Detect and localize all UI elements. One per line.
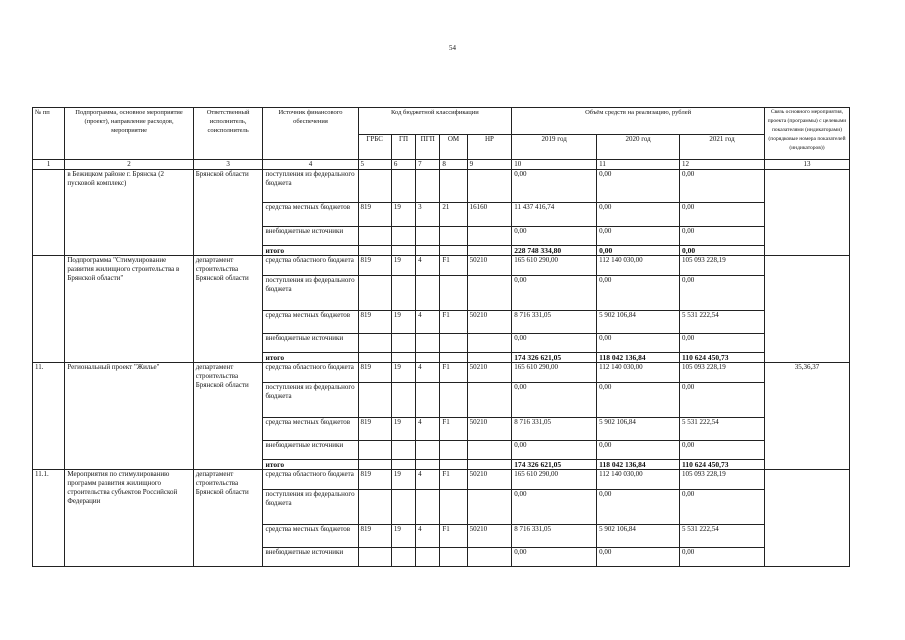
- amount-2021: 5 531 222,54: [680, 311, 765, 334]
- funding-source: средства областного бюджета: [263, 256, 358, 276]
- executor: департамент строительства Брянской области: [193, 363, 263, 470]
- col-number: 10: [512, 160, 597, 170]
- amount-2021: 105 093 228,19: [680, 363, 765, 383]
- table-row: [33, 470, 850, 490]
- empty-cell: [467, 353, 512, 363]
- column-number-row: [33, 160, 850, 170]
- code-pgp: 4: [416, 525, 440, 548]
- funding-source: внебюджетные источники: [263, 548, 358, 567]
- page-number: 54: [449, 44, 456, 52]
- col-number: 5: [358, 160, 391, 170]
- code-pgp: [416, 334, 440, 353]
- code-pgp: [416, 227, 440, 246]
- code-gp: [391, 334, 415, 353]
- code-np: [467, 170, 512, 203]
- empty-cell: [391, 353, 415, 363]
- col-number: 13: [764, 160, 849, 170]
- amount-2020: 5 902 106,84: [597, 418, 680, 441]
- col-number: 2: [65, 160, 193, 170]
- code-grbs: [358, 441, 391, 460]
- program-name: в Бежицком районе г. Брянска (2 пусковой комплекс): [65, 170, 193, 256]
- code-grbs: [358, 276, 391, 311]
- total-2020: 118 042 136,84: [597, 353, 680, 363]
- code-pgp: 4: [416, 311, 440, 334]
- code-grbs: 819: [358, 311, 391, 334]
- code-gp: [391, 170, 415, 203]
- amount-2019: 0,00: [512, 383, 597, 418]
- code-om: F1: [440, 418, 467, 441]
- amount-2019: 0,00: [512, 276, 597, 311]
- funding-source: внебюджетные источники: [263, 227, 358, 246]
- amount-2021: 0,00: [680, 383, 765, 418]
- code-np: 50210: [467, 470, 512, 490]
- code-om: [440, 383, 467, 418]
- code-np: [467, 490, 512, 525]
- code-gp: [391, 548, 415, 567]
- amount-2019: 8 716 331,05: [512, 418, 597, 441]
- amount-2020: 112 140 030,00: [597, 470, 680, 490]
- code-gp: [391, 227, 415, 246]
- code-grbs: [358, 548, 391, 567]
- amount-2020: 0,00: [597, 170, 680, 203]
- col-number: 6: [391, 160, 415, 170]
- amount-2019: 8 716 331,05: [512, 311, 597, 334]
- header-budget-code: Код бюджетной классификации: [358, 108, 512, 135]
- code-np: 16160: [467, 203, 512, 227]
- code-pgp: [416, 441, 440, 460]
- funding-source: средства местных бюджетов: [263, 311, 358, 334]
- empty-cell: [358, 460, 391, 470]
- header-2021: 2021 год: [680, 135, 765, 160]
- code-gp: 19: [391, 256, 415, 276]
- code-np: 50210: [467, 363, 512, 383]
- header-pgp: ПГП: [416, 135, 440, 160]
- code-pgp: [416, 548, 440, 567]
- header-gp: ГП: [391, 135, 415, 160]
- total-2019: 228 748 334,80: [512, 246, 597, 256]
- header-col-indicators: Связь основного мероприятия, проекта (программы) с целевыми показателями (индикаторами) (порядковые номера показателей (индикаторов)): [764, 108, 849, 160]
- total-label: итого: [263, 246, 358, 256]
- row-number: 11.: [33, 363, 65, 470]
- total-2019: 174 326 621,05: [512, 460, 597, 470]
- code-grbs: 819: [358, 256, 391, 276]
- code-np: 50210: [467, 525, 512, 548]
- executor: Брянской области: [193, 170, 263, 256]
- funding-source: поступления из федерального бюджета: [263, 383, 358, 418]
- amount-2021: 105 093 228,19: [680, 470, 765, 490]
- code-grbs: 819: [358, 203, 391, 227]
- amount-2019: 0,00: [512, 170, 597, 203]
- code-np: 50210: [467, 256, 512, 276]
- header-col-program: Подпрограмма, основное мероприятие (проект), направление расходов, мероприятие: [65, 108, 193, 160]
- total-2019: 174 326 621,05: [512, 353, 597, 363]
- header-col-num: № пп: [33, 108, 65, 160]
- row-number: [33, 256, 65, 363]
- code-np: [467, 383, 512, 418]
- code-grbs: 819: [358, 525, 391, 548]
- funding-source: средства местных бюджетов: [263, 203, 358, 227]
- total-2021: 110 624 450,73: [680, 460, 765, 470]
- empty-cell: [440, 246, 467, 256]
- amount-2019: 0,00: [512, 441, 597, 460]
- funding-source: внебюджетные источники: [263, 334, 358, 353]
- empty-cell: [358, 353, 391, 363]
- code-np: [467, 441, 512, 460]
- table-row: [33, 256, 850, 276]
- amount-2019: 0,00: [512, 334, 597, 353]
- code-om: [440, 548, 467, 567]
- amount-2020: 112 140 030,00: [597, 363, 680, 383]
- indicator-links: 35,36,37: [764, 363, 849, 470]
- amount-2021: 105 093 228,19: [680, 256, 765, 276]
- code-np: [467, 334, 512, 353]
- col-number: 8: [440, 160, 467, 170]
- amount-2020: 0,00: [597, 276, 680, 311]
- amount-2021: 0,00: [680, 170, 765, 203]
- code-grbs: [358, 490, 391, 525]
- code-np: [467, 548, 512, 567]
- code-om: [440, 334, 467, 353]
- empty-cell: [358, 246, 391, 256]
- executor: департамент строительства Брянской области: [193, 470, 263, 567]
- amount-2019: 11 437 416,74: [512, 203, 597, 227]
- code-gp: [391, 276, 415, 311]
- empty-cell: [440, 353, 467, 363]
- funding-source: средства местных бюджетов: [263, 525, 358, 548]
- empty-cell: [391, 246, 415, 256]
- total-2021: 110 624 450,73: [680, 353, 765, 363]
- col-number: 1: [33, 160, 65, 170]
- program-name: Подпрограмма "Стимулирование развития жилищного строительства в Брянской области": [65, 256, 193, 363]
- code-om: [440, 441, 467, 460]
- budget-table: [32, 107, 850, 567]
- code-grbs: [358, 170, 391, 203]
- header-row-1: [33, 108, 850, 135]
- total-2020: 0,00: [597, 246, 680, 256]
- code-grbs: 819: [358, 470, 391, 490]
- code-gp: 19: [391, 525, 415, 548]
- code-grbs: [358, 227, 391, 246]
- amount-2021: 0,00: [680, 276, 765, 311]
- amount-2021: 5 531 222,54: [680, 525, 765, 548]
- code-pgp: 4: [416, 418, 440, 441]
- col-number: 3: [193, 160, 263, 170]
- program-name: Мероприятия по стимулированию программ развития жилищного строительства субъектов Российской Федерации: [65, 470, 193, 567]
- amount-2020: 0,00: [597, 383, 680, 418]
- amount-2020: 0,00: [597, 334, 680, 353]
- code-pgp: [416, 276, 440, 311]
- code-np: 50210: [467, 418, 512, 441]
- empty-cell: [440, 460, 467, 470]
- empty-cell: [416, 353, 440, 363]
- header-col-source: Источник финансового обеспечения: [263, 108, 358, 160]
- code-np: 50210: [467, 311, 512, 334]
- code-pgp: 4: [416, 363, 440, 383]
- code-om: F1: [440, 470, 467, 490]
- amount-2020: 0,00: [597, 548, 680, 567]
- amount-2021: 0,00: [680, 203, 765, 227]
- amount-2021: 0,00: [680, 548, 765, 567]
- row-number: [33, 170, 65, 256]
- code-gp: 19: [391, 311, 415, 334]
- funding-source: средства областного бюджета: [263, 363, 358, 383]
- code-om: 21: [440, 203, 467, 227]
- code-om: F1: [440, 311, 467, 334]
- amount-2021: 5 531 222,54: [680, 418, 765, 441]
- empty-cell: [416, 246, 440, 256]
- amount-2021: 0,00: [680, 490, 765, 525]
- header-om: ОМ: [440, 135, 467, 160]
- code-om: F1: [440, 363, 467, 383]
- code-grbs: 819: [358, 363, 391, 383]
- code-gp: [391, 490, 415, 525]
- code-gp: 19: [391, 363, 415, 383]
- code-om: [440, 170, 467, 203]
- amount-2019: 8 716 331,05: [512, 525, 597, 548]
- code-gp: [391, 441, 415, 460]
- code-om: [440, 276, 467, 311]
- empty-cell: [416, 460, 440, 470]
- code-grbs: [358, 383, 391, 418]
- amount-2020: 5 902 106,84: [597, 525, 680, 548]
- funding-source: поступления из федерального бюджета: [263, 170, 358, 203]
- amount-2019: 165 610 290,00: [512, 363, 597, 383]
- amount-2020: 5 902 106,84: [597, 311, 680, 334]
- code-gp: [391, 383, 415, 418]
- amount-2019: 165 610 290,00: [512, 256, 597, 276]
- indicator-links: [764, 256, 849, 363]
- amount-2021: 0,00: [680, 227, 765, 246]
- funding-source: внебюджетные источники: [263, 441, 358, 460]
- code-grbs: [358, 334, 391, 353]
- code-pgp: [416, 490, 440, 525]
- total-label: итого: [263, 460, 358, 470]
- header-2020: 2020 год: [597, 135, 680, 160]
- code-grbs: 819: [358, 418, 391, 441]
- funding-source: поступления из федерального бюджета: [263, 490, 358, 525]
- col-number: 4: [263, 160, 358, 170]
- code-pgp: 4: [416, 470, 440, 490]
- total-label: итого: [263, 353, 358, 363]
- table-row: [33, 363, 850, 383]
- col-number: 11: [597, 160, 680, 170]
- code-om: [440, 227, 467, 246]
- amount-2020: 0,00: [597, 227, 680, 246]
- amount-2019: 0,00: [512, 548, 597, 567]
- code-pgp: 3: [416, 203, 440, 227]
- code-pgp: [416, 170, 440, 203]
- funding-source: поступления из федерального бюджета: [263, 276, 358, 311]
- col-number: 9: [467, 160, 512, 170]
- amount-2019: 0,00: [512, 227, 597, 246]
- amount-2020: 112 140 030,00: [597, 256, 680, 276]
- amount-2021: 0,00: [680, 441, 765, 460]
- code-om: [440, 490, 467, 525]
- amount-2020: 0,00: [597, 203, 680, 227]
- code-gp: 19: [391, 470, 415, 490]
- total-2021: 0,00: [680, 246, 765, 256]
- executor: департамент строительства Брянской области: [193, 256, 263, 363]
- code-np: [467, 276, 512, 311]
- row-number: 11.1.: [33, 470, 65, 567]
- empty-cell: [467, 246, 512, 256]
- col-number: 7: [416, 160, 440, 170]
- total-2020: 118 042 136,84: [597, 460, 680, 470]
- funding-source: средства областного бюджета: [263, 470, 358, 490]
- amount-2020: 0,00: [597, 441, 680, 460]
- amount-2021: 0,00: [680, 334, 765, 353]
- header-grbs: ГРБС: [358, 135, 391, 160]
- empty-cell: [467, 460, 512, 470]
- indicator-links: [764, 470, 849, 567]
- header-np: НР: [467, 135, 512, 160]
- table-row: [33, 170, 850, 203]
- code-pgp: 4: [416, 256, 440, 276]
- header-2019: 2019 год: [512, 135, 597, 160]
- header-col-executor: Ответственный исполнитель, соисполнитель: [193, 108, 263, 160]
- code-pgp: [416, 383, 440, 418]
- header-volume: Объём средств на реализацию, рублей: [512, 108, 765, 135]
- amount-2019: 165 610 290,00: [512, 470, 597, 490]
- col-number: 12: [680, 160, 765, 170]
- amount-2019: 0,00: [512, 490, 597, 525]
- code-gp: 19: [391, 203, 415, 227]
- funding-source: средства местных бюджетов: [263, 418, 358, 441]
- code-np: [467, 227, 512, 246]
- amount-2020: 0,00: [597, 490, 680, 525]
- code-gp: 19: [391, 418, 415, 441]
- program-name: Региональный проект "Жилье": [65, 363, 193, 470]
- code-om: F1: [440, 525, 467, 548]
- code-om: F1: [440, 256, 467, 276]
- indicator-links: [764, 170, 849, 256]
- empty-cell: [391, 460, 415, 470]
